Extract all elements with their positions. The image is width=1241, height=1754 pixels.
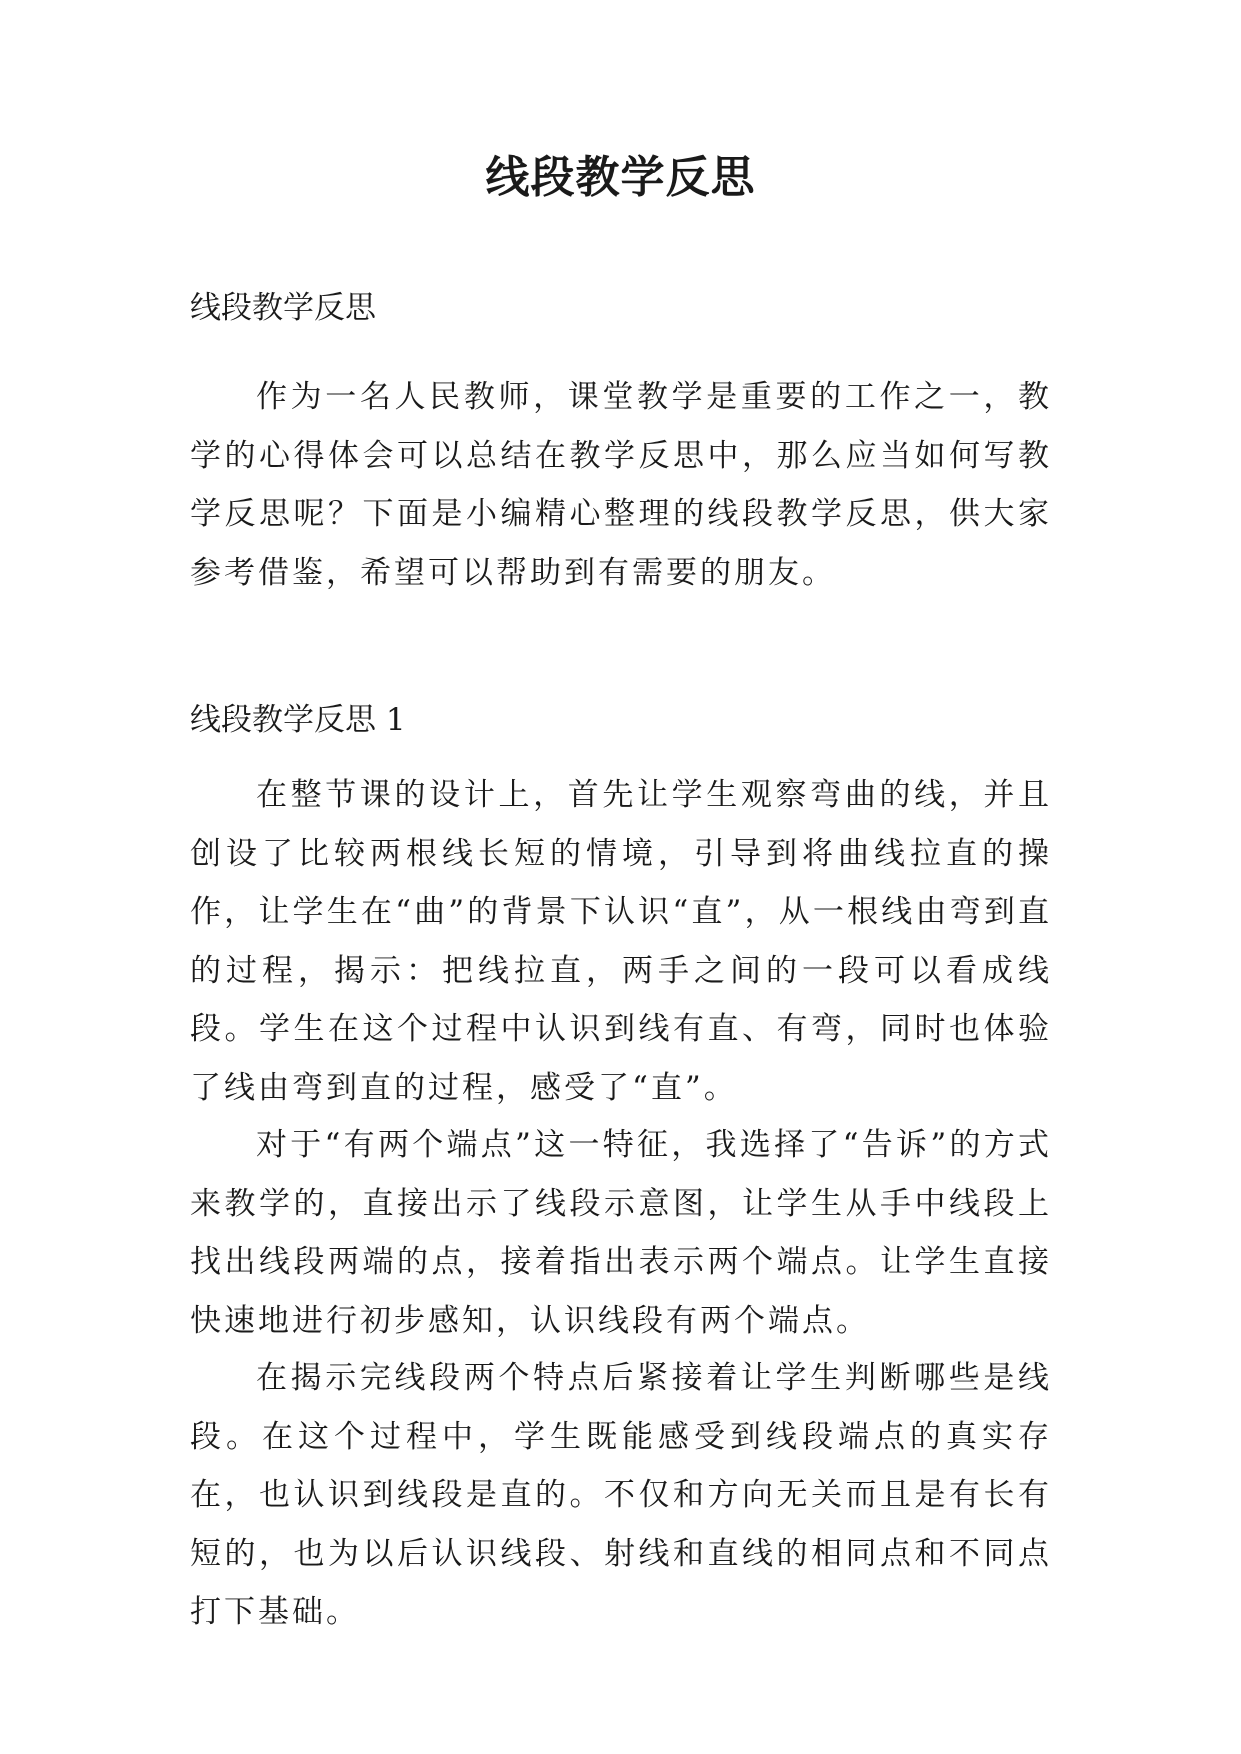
- body-paragraph-2: 对于“有两个端点”这一特征，我选择了“告诉”的方式来教学的，直接出示了线段示意图，让学生从手中线段上找出线段两端的点，接着指出表示两个端点。让学生直接快速地进行初步感知，认识线段有两个端点。: [190, 1127, 1052, 1339]
- document-subtitle: 线段教学反思: [190, 290, 376, 326]
- document-title: 线段教学反思: [485, 152, 756, 203]
- intro-paragraph: 作为一名人民教师，课堂教学是重要的工作之一，教学的心得体会可以总结在教学反思中，那么应当如何写教学反思呢？下面是小编精心整理的线段教学反思，供大家参考借鉴，希望可以帮助到有需要的朋友。: [190, 379, 1052, 591]
- section-heading: 线段教学反思 1: [190, 702, 406, 738]
- body-paragraph-1: 在整节课的设计上，首先让学生观察弯曲的线，并且创设了比较两根线长短的情境，引导到将曲线拉直的操作，让学生在“曲”的背景下认识“直”，从一根线由弯到直的过程，揭示：把线拉直，两手之间的一段可以看成线段。学生在这个过程中认识到线有直、有弯，同时也体验了线由弯到直的过程，感受了“直”。: [190, 777, 1052, 1106]
- body-paragraph-3: 在揭示完线段两个特点后紧接着让学生判断哪些是线段。在这个过程中，学生既能感受到线段端点的真实存在，也认识到线段是直的。不仅和方向无关而且是有长有短的，也为以后认识线段、射线和直线的相同点和不同点打下基础。: [190, 1360, 1052, 1630]
